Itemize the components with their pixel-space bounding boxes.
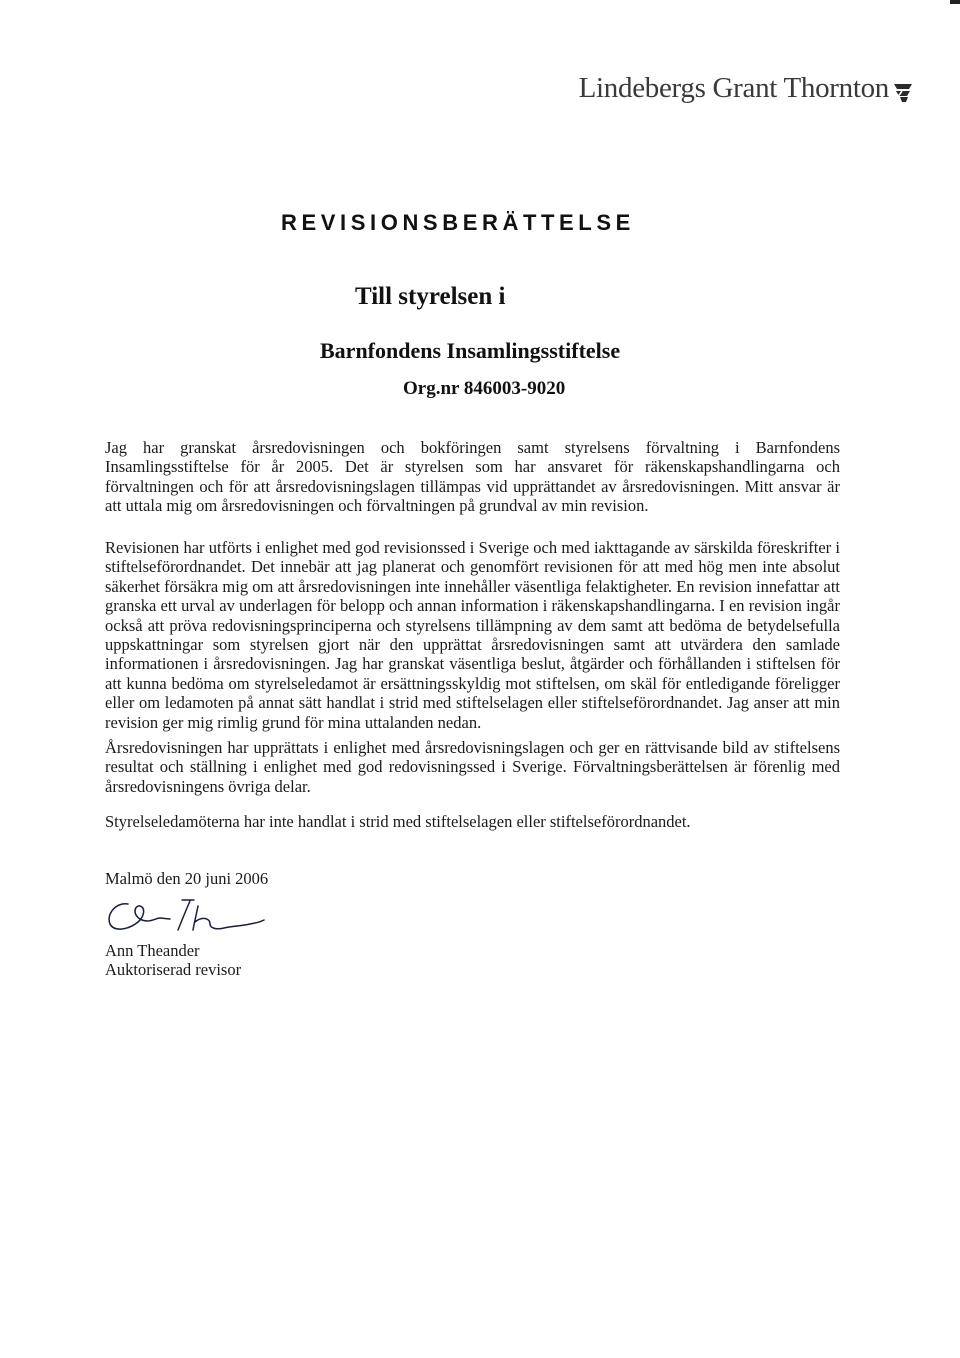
signer-name: Ann Theander bbox=[105, 941, 200, 960]
paragraph-scope: Jag har granskat årsredovisningen och bokföringen samt styrelsens förvaltning i Barnfondens Insamlingsstiftelse för år 2005. Det är styrelsen som har ansvaret för räkenskapshandlingarna och förvaltningen och för att årsredovisningslagen tillämpas vid upprättandet av årsredovisningen. Mitt ansvar är att uttala mig om årsredovisningen och förvaltningen på grundval av min revision. bbox=[105, 438, 840, 516]
grant-thornton-mark-icon bbox=[892, 81, 914, 103]
document-title: REVISIONSBERÄTTELSE bbox=[281, 210, 635, 235]
logo-text: Lindebergs Grant Thornton bbox=[578, 72, 889, 104]
paragraph-method: Revisionen har utförts i enlighet med god revisionssed i Sverige och med iakttagande av särskilda föreskrifter i stiftelseförordnandet. Det innebär att jag planerat och genomfört revisionen för att med hög men inte absolut säkerhet försäkra mig om att årsredovisningen inte innehåller väsentliga felaktigheter. En revision innefattar att granska ett urval av underlagen för belopp och annan information i räkenskapshandlingarna. I en revision ingår också att pröva redovisningsprinciperna och styrelsens tillämpning av dem samt att bedöma de betydelsefulla uppskattningar som styrelsen gjort när den upprättat årsredovisningen samt att utvärdera den samlade informationen i årsredovisningen. Jag har granskat väsentliga beslut, åtgärder och förhållanden i stiftelsen för att kunna bedöma om styrelseledamot är ersättningsskyldig mot stiftelsen, om skäl för entledigande föreligger eller om ledamoten på annat sätt handlat i strid med stiftelselagen eller stiftelseförordnandet. Jag anser att min revision ger mig rimlig grund för mina uttalanden nedan. bbox=[105, 538, 840, 732]
scan-edge-mark bbox=[950, 0, 960, 4]
company-logo bbox=[579, 72, 914, 105]
signer-title: Auktoriserad revisor bbox=[105, 960, 242, 979]
paragraph-opinion: Årsredovisningen har upprättats i enlighet med årsredovisningslagen och ger en rättvisande bild av stiftelsens resultat och ställning i enlighet med god redovisningssed i Sverige. Förvaltningsberättelsen är förenlig med årsredovisningens övriga delar. bbox=[105, 738, 840, 796]
org-number: Org.nr 846003-9020 bbox=[403, 378, 566, 399]
paragraph-board-statement: Styrelseledamöterna har inte handlat i strid med stiftelselagen eller stiftelseförordnandet. bbox=[105, 812, 691, 831]
handwritten-signature bbox=[98, 892, 288, 942]
addressee-line-2: Barnfondens Insamlingsstiftelse bbox=[320, 338, 621, 363]
place-and-date: Malmö den 20 juni 2006 bbox=[105, 869, 269, 888]
addressee-line-1: Till styrelsen i bbox=[355, 283, 506, 310]
